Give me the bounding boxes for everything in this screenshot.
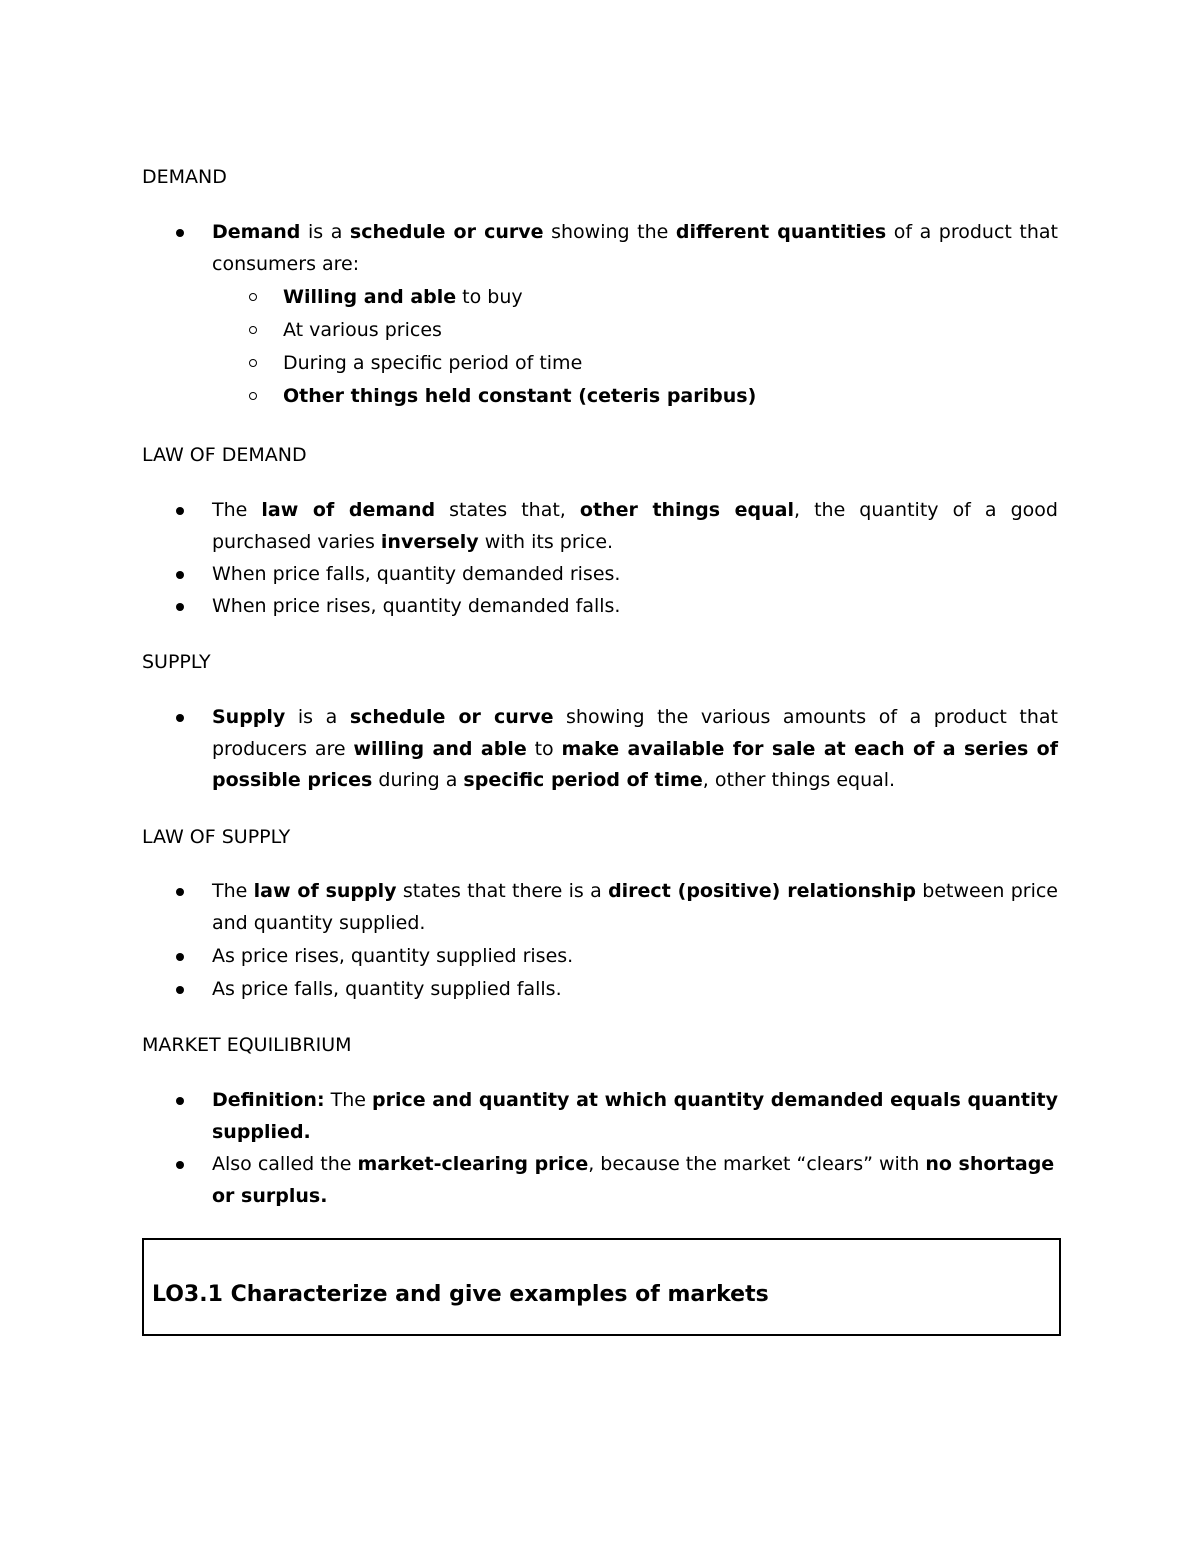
bullet-icon [176,986,184,994]
bullet-icon [176,953,184,961]
hollow-bullet-icon [249,326,257,334]
sub-list-item: Other things held constant (ceteris paribus) [283,384,756,408]
list-item: The law of supply states that there is a direct (positive) relationship between price and quantity supplied. [212,876,1058,939]
learning-objective-title: LO3.1 Characterize and give examples of markets [152,1282,769,1307]
list-item: The law of demand states that, other things equal, the quantity of a good purchased varies inversely with its price. [212,495,1058,558]
sub-list-item: During a specific period of time [283,351,582,375]
bullet-icon [176,888,184,896]
list-item: As price rises, quantity supplied rises. [212,941,1058,973]
section-heading-supply: SUPPLY [142,651,211,673]
bullet-icon [176,1097,184,1105]
bullet-icon [176,229,184,237]
hollow-bullet-icon [249,293,257,301]
learning-objective-box [142,1238,1061,1336]
bullet-icon [176,1161,184,1169]
hollow-bullet-icon [249,392,257,400]
bullet-icon [176,571,184,579]
list-item: Definition: The price and quantity at which quantity demanded equals quantity supplied. [212,1085,1058,1148]
section-heading-market-equilibrium: MARKET EQUILIBRIUM [142,1034,352,1056]
sub-list-item: Willing and able to buy [283,285,523,309]
list-item: Also called the market-clearing price, because the market “clears” with no shortage or surplus. [212,1149,1058,1212]
bullet-icon [176,714,184,722]
section-heading-law-of-demand: LAW OF DEMAND [142,444,307,466]
list-item: Supply is a schedule or curve showing the various amounts of a product that producers are willing and able to make available for sale at each of a series of possible prices during a specific period of time, other things equal. [212,702,1058,797]
hollow-bullet-icon [249,359,257,367]
bullet-icon [176,603,184,611]
list-item: When price rises, quantity demanded falls. [212,591,1058,623]
bullet-icon [176,507,184,515]
list-item: When price falls, quantity demanded rises. [212,559,1058,591]
sub-list-item: At various prices [283,318,442,342]
section-heading-demand: DEMAND [142,166,227,188]
section-heading-law-of-supply: LAW OF SUPPLY [142,826,291,848]
list-item: Demand is a schedule or curve showing the different quantities of a product that consumers are: [212,217,1058,280]
list-item: As price falls, quantity supplied falls. [212,974,1058,1006]
